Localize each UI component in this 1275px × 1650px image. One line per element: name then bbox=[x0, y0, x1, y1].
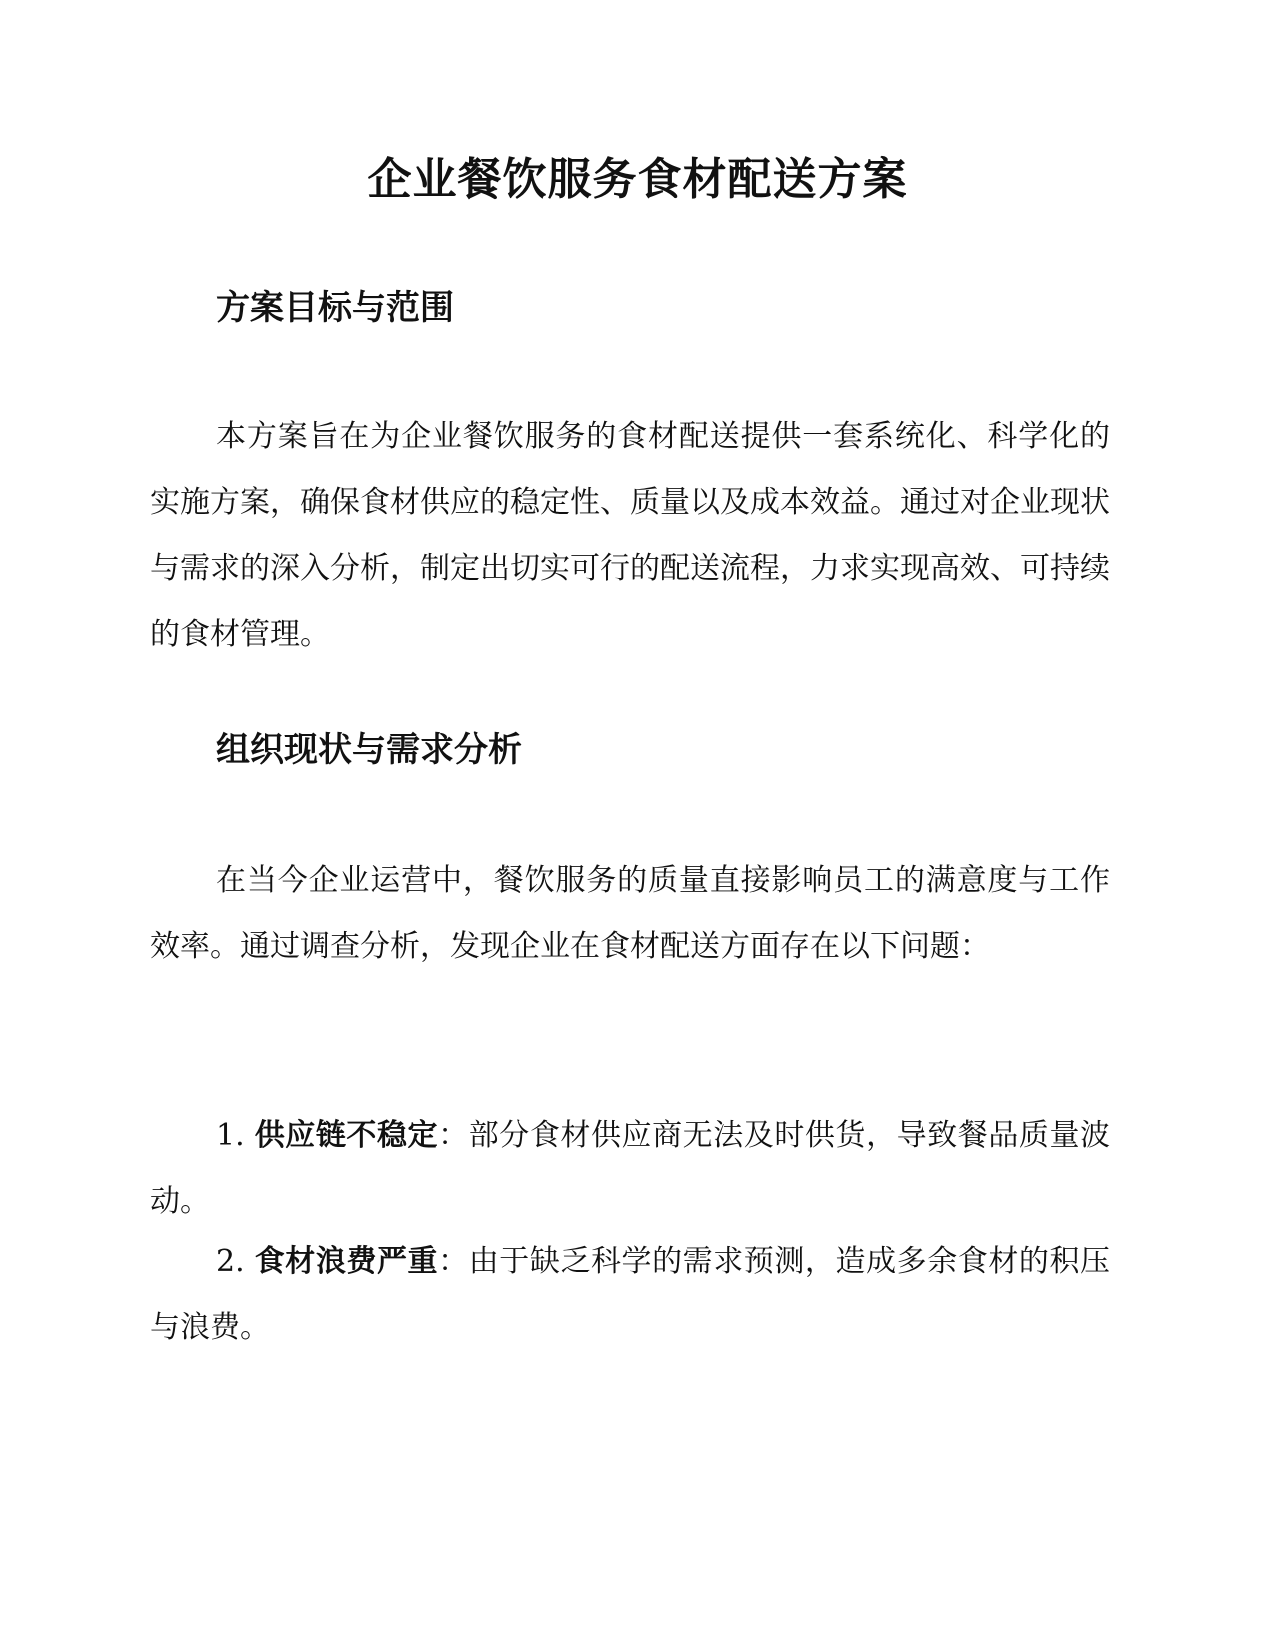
list-item-supply-chain bbox=[150, 1103, 1110, 1235]
list-item-separator: ： bbox=[438, 1118, 469, 1153]
list-item-number: 2. bbox=[216, 1244, 255, 1279]
section-paragraph-analysis: 在当今企业运营中，餐饮服务的质量直接影响员工的满意度与工作效率。通过调查分析，发现企业在食材配送方面存在以下问题： bbox=[150, 863, 1110, 964]
list-item-term: 供应链不稳定 bbox=[254, 1118, 439, 1153]
section-heading-analysis: 组织现状与需求分析 bbox=[216, 730, 522, 770]
section-paragraph-goals: 本方案旨在为企业餐饮服务的食材配送提供一套系统化、科学化的实施方案，确保食材供应的稳定性、质量以及成本效益。通过对企业现状与需求的深入分析，制定出切实可行的配送流程，力求实现高效、可持续的食材管理。 bbox=[150, 419, 1110, 652]
list-item-text: 由于缺乏科学的需求预测，造成多余食材的积压与浪费。 bbox=[150, 1244, 1111, 1345]
list-item-number: 1. bbox=[216, 1118, 255, 1153]
list-item-term: 食材浪费严重 bbox=[254, 1244, 439, 1279]
list-item-text: 部分食材供应商无法及时供货，导致餐品质量波动。 bbox=[150, 1118, 1111, 1219]
document-title: 企业餐饮服务食材配送方案 bbox=[367, 154, 908, 205]
section-heading-goals: 方案目标与范围 bbox=[216, 288, 454, 328]
list-item-food-waste bbox=[150, 1229, 1110, 1361]
list-item-separator: ： bbox=[438, 1244, 469, 1279]
